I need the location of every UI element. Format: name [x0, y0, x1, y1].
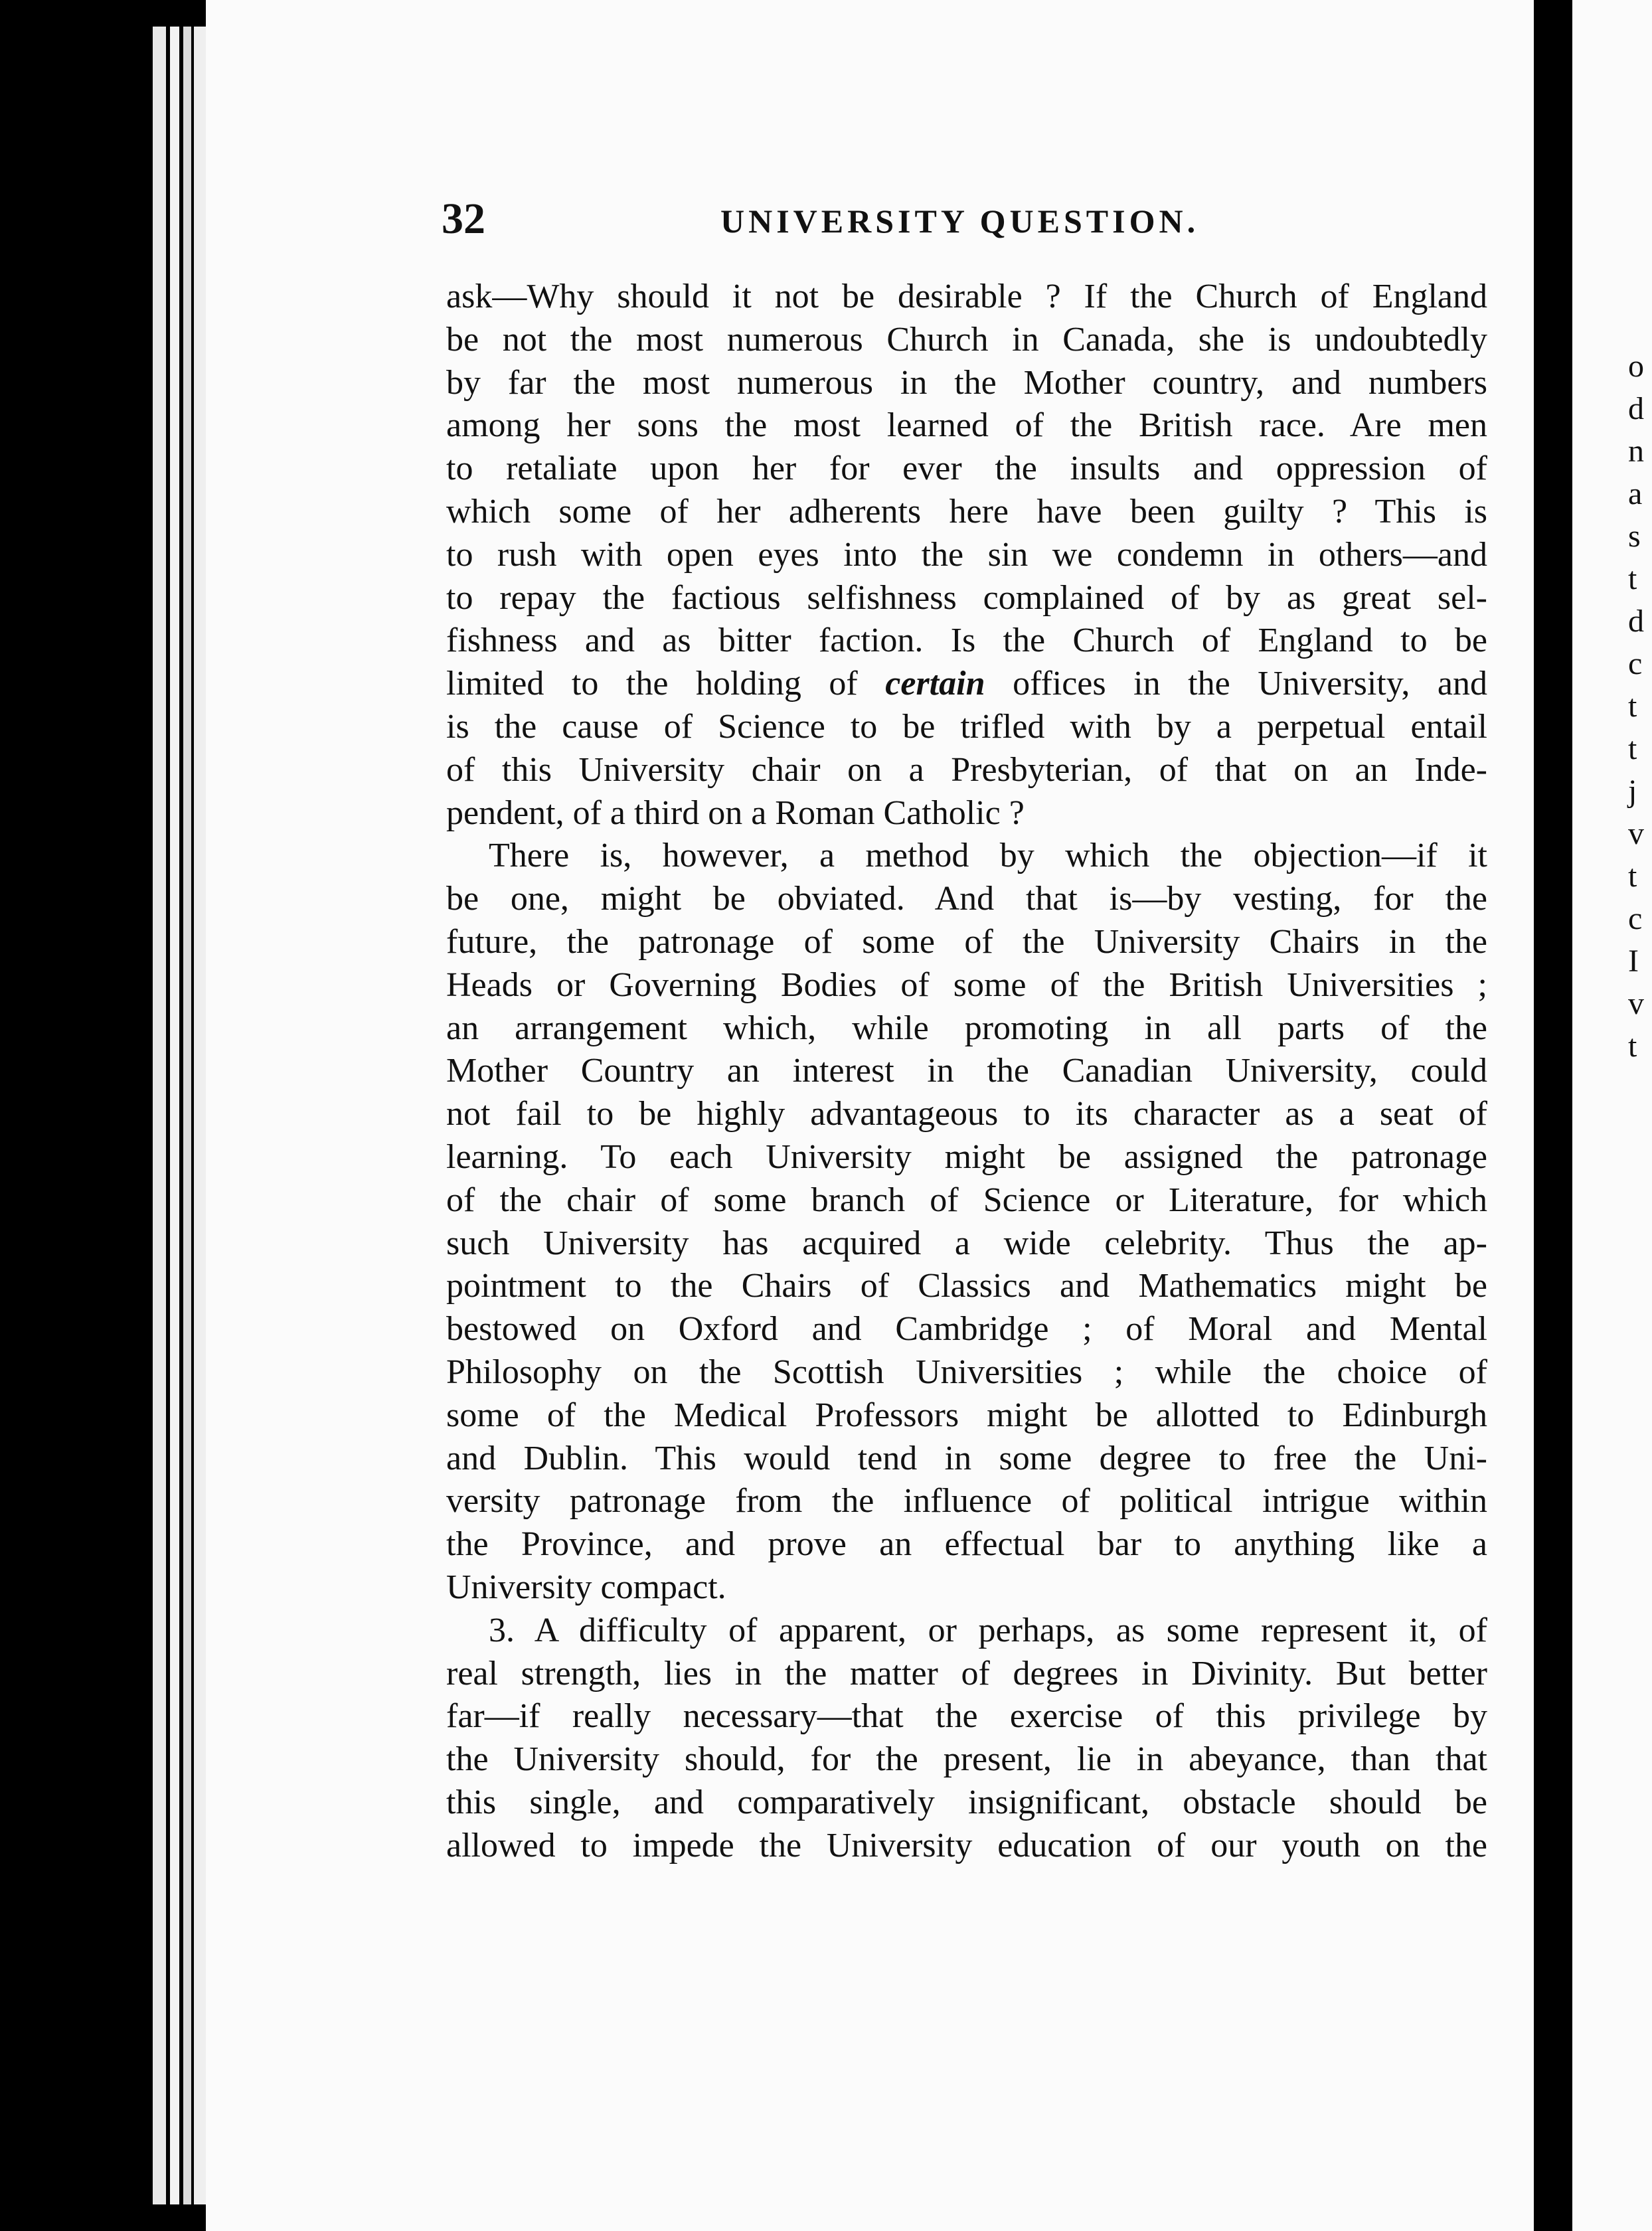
facing-letter: t	[1628, 1029, 1637, 1064]
text-line: which some of her adherents here have been guilty ? This is	[446, 492, 1487, 531]
text-line: pendent, of a third on a Roman Catholic ?	[446, 793, 1025, 832]
body-text	[446, 276, 1487, 1867]
text-line: to rush with open eyes into the sin we condemn in others—and	[446, 535, 1487, 574]
facing-letter: t	[1628, 689, 1637, 724]
facing-letter: d	[1628, 391, 1644, 426]
page-edge-strip	[170, 27, 179, 2204]
facing-letter: d	[1628, 604, 1644, 639]
text-line-part: limited to the holding of	[446, 665, 858, 703]
text-line: is the cause of Science to be trifled with by a perpetual entail	[446, 707, 1487, 746]
text-line: versity patronage from the influence of political intrigue within	[446, 1482, 1487, 1521]
text-line: fishness and as bitter faction. Is the Church of England to be	[446, 621, 1487, 660]
text-line: some of the Medical Professors might be allotted to Edinburgh	[446, 1396, 1487, 1434]
facing-letter: v	[1628, 816, 1644, 851]
facing-letter: t	[1628, 859, 1637, 894]
text-line	[446, 663, 1487, 706]
text-line-part: offices in the University, and	[1013, 665, 1488, 703]
page-number: 32	[442, 195, 485, 243]
text-line: of this University chair on a Presbyterian, of that on an Inde-	[446, 750, 1487, 789]
text-line: the Province, and prove an effectual bar to anything like a	[446, 1525, 1487, 1564]
emphasized-word: certain	[885, 665, 985, 703]
text-line: Heads or Governing Bodies of some of the British Universities ;	[446, 965, 1487, 1004]
facing-page-strip	[1572, 0, 1652, 2231]
page-edge-strip	[183, 27, 191, 2204]
text-line: and Dublin. This would tend in some degree to free the Uni-	[446, 1439, 1487, 1477]
text-line: future, the patronage of some of the University Chairs in the	[446, 922, 1487, 961]
facing-letter: t	[1628, 731, 1637, 766]
text-line: to retaliate upon her for ever the insults and oppression of	[446, 450, 1487, 488]
page-header	[442, 189, 1487, 249]
text-line: bestowed on Oxford and Cambridge ; of Moral and Mental	[446, 1310, 1487, 1349]
facing-letter: o	[1628, 349, 1644, 384]
page-edge-strip	[153, 27, 166, 2204]
text-line: among her sons the most learned of the British race. Are men	[446, 406, 1487, 445]
facing-letter: c	[1628, 901, 1643, 936]
text-line: an arrangement which, while promoting in all parts of the	[446, 1009, 1487, 1047]
text-line: University compact.	[446, 1568, 726, 1606]
page-edge-strip	[194, 27, 206, 2204]
text-line: this single, and comparatively insignificant, obstacle should be	[446, 1783, 1487, 1821]
text-line: by far the most numerous in the Mother country, and numbers	[446, 363, 1487, 402]
running-head: UNIVERSITY QUESTION.	[720, 203, 1200, 240]
facing-letter: I	[1628, 944, 1639, 979]
text-line: the University should, for the present, lie in abeyance, than that	[446, 1740, 1487, 1779]
text-line: to repay the factious selfishness complained of by as great sel-	[446, 578, 1487, 617]
text-line: 3. A difficulty of apparent, or perhaps, as some represent it, of	[489, 1611, 1487, 1649]
facing-page-letters	[1628, 345, 1652, 1068]
facing-letter: v	[1628, 986, 1644, 1021]
text-line: far—if really necessary—that the exercise of this privilege by	[446, 1697, 1487, 1736]
text-line: Philosophy on the Scottish Universities ; while the choice of	[446, 1353, 1487, 1391]
text-line: learning. To each University might be assigned the patronage	[446, 1137, 1487, 1176]
facing-letter: s	[1628, 519, 1641, 554]
facing-letter: c	[1628, 646, 1643, 681]
text-line: There is, however, a method by which the objection—if it	[489, 837, 1487, 875]
text-line: of the chair of some branch of Science or Literature, for which	[446, 1181, 1487, 1219]
text-line: pointment to the Chairs of Classics and Mathematics might be	[446, 1267, 1487, 1305]
text-line: ask—Why should it not be desirable ? If the Church of England	[446, 278, 1487, 315]
facing-letter: a	[1628, 476, 1643, 511]
text-line: be not the most numerous Church in Canada, she is undoubtedly	[446, 320, 1487, 359]
text-line: such University has acquired a wide celebrity. Thus the ap-	[446, 1224, 1487, 1262]
facing-letter: t	[1628, 561, 1637, 596]
text-line: real strength, lies in the matter of degrees in Divinity. But better	[446, 1654, 1487, 1693]
facing-letter: n	[1628, 434, 1644, 469]
text-line: Mother Country an interest in the Canadian University, could	[446, 1052, 1487, 1090]
text-line: not fail to be highly advantageous to its character as a seat of	[446, 1095, 1487, 1133]
text-line: allowed to impede the University education of our youth on the	[446, 1826, 1487, 1864]
text-line: be one, might be obviated. And that is—by vesting, for the	[446, 880, 1487, 918]
facing-letter: j	[1628, 774, 1637, 809]
